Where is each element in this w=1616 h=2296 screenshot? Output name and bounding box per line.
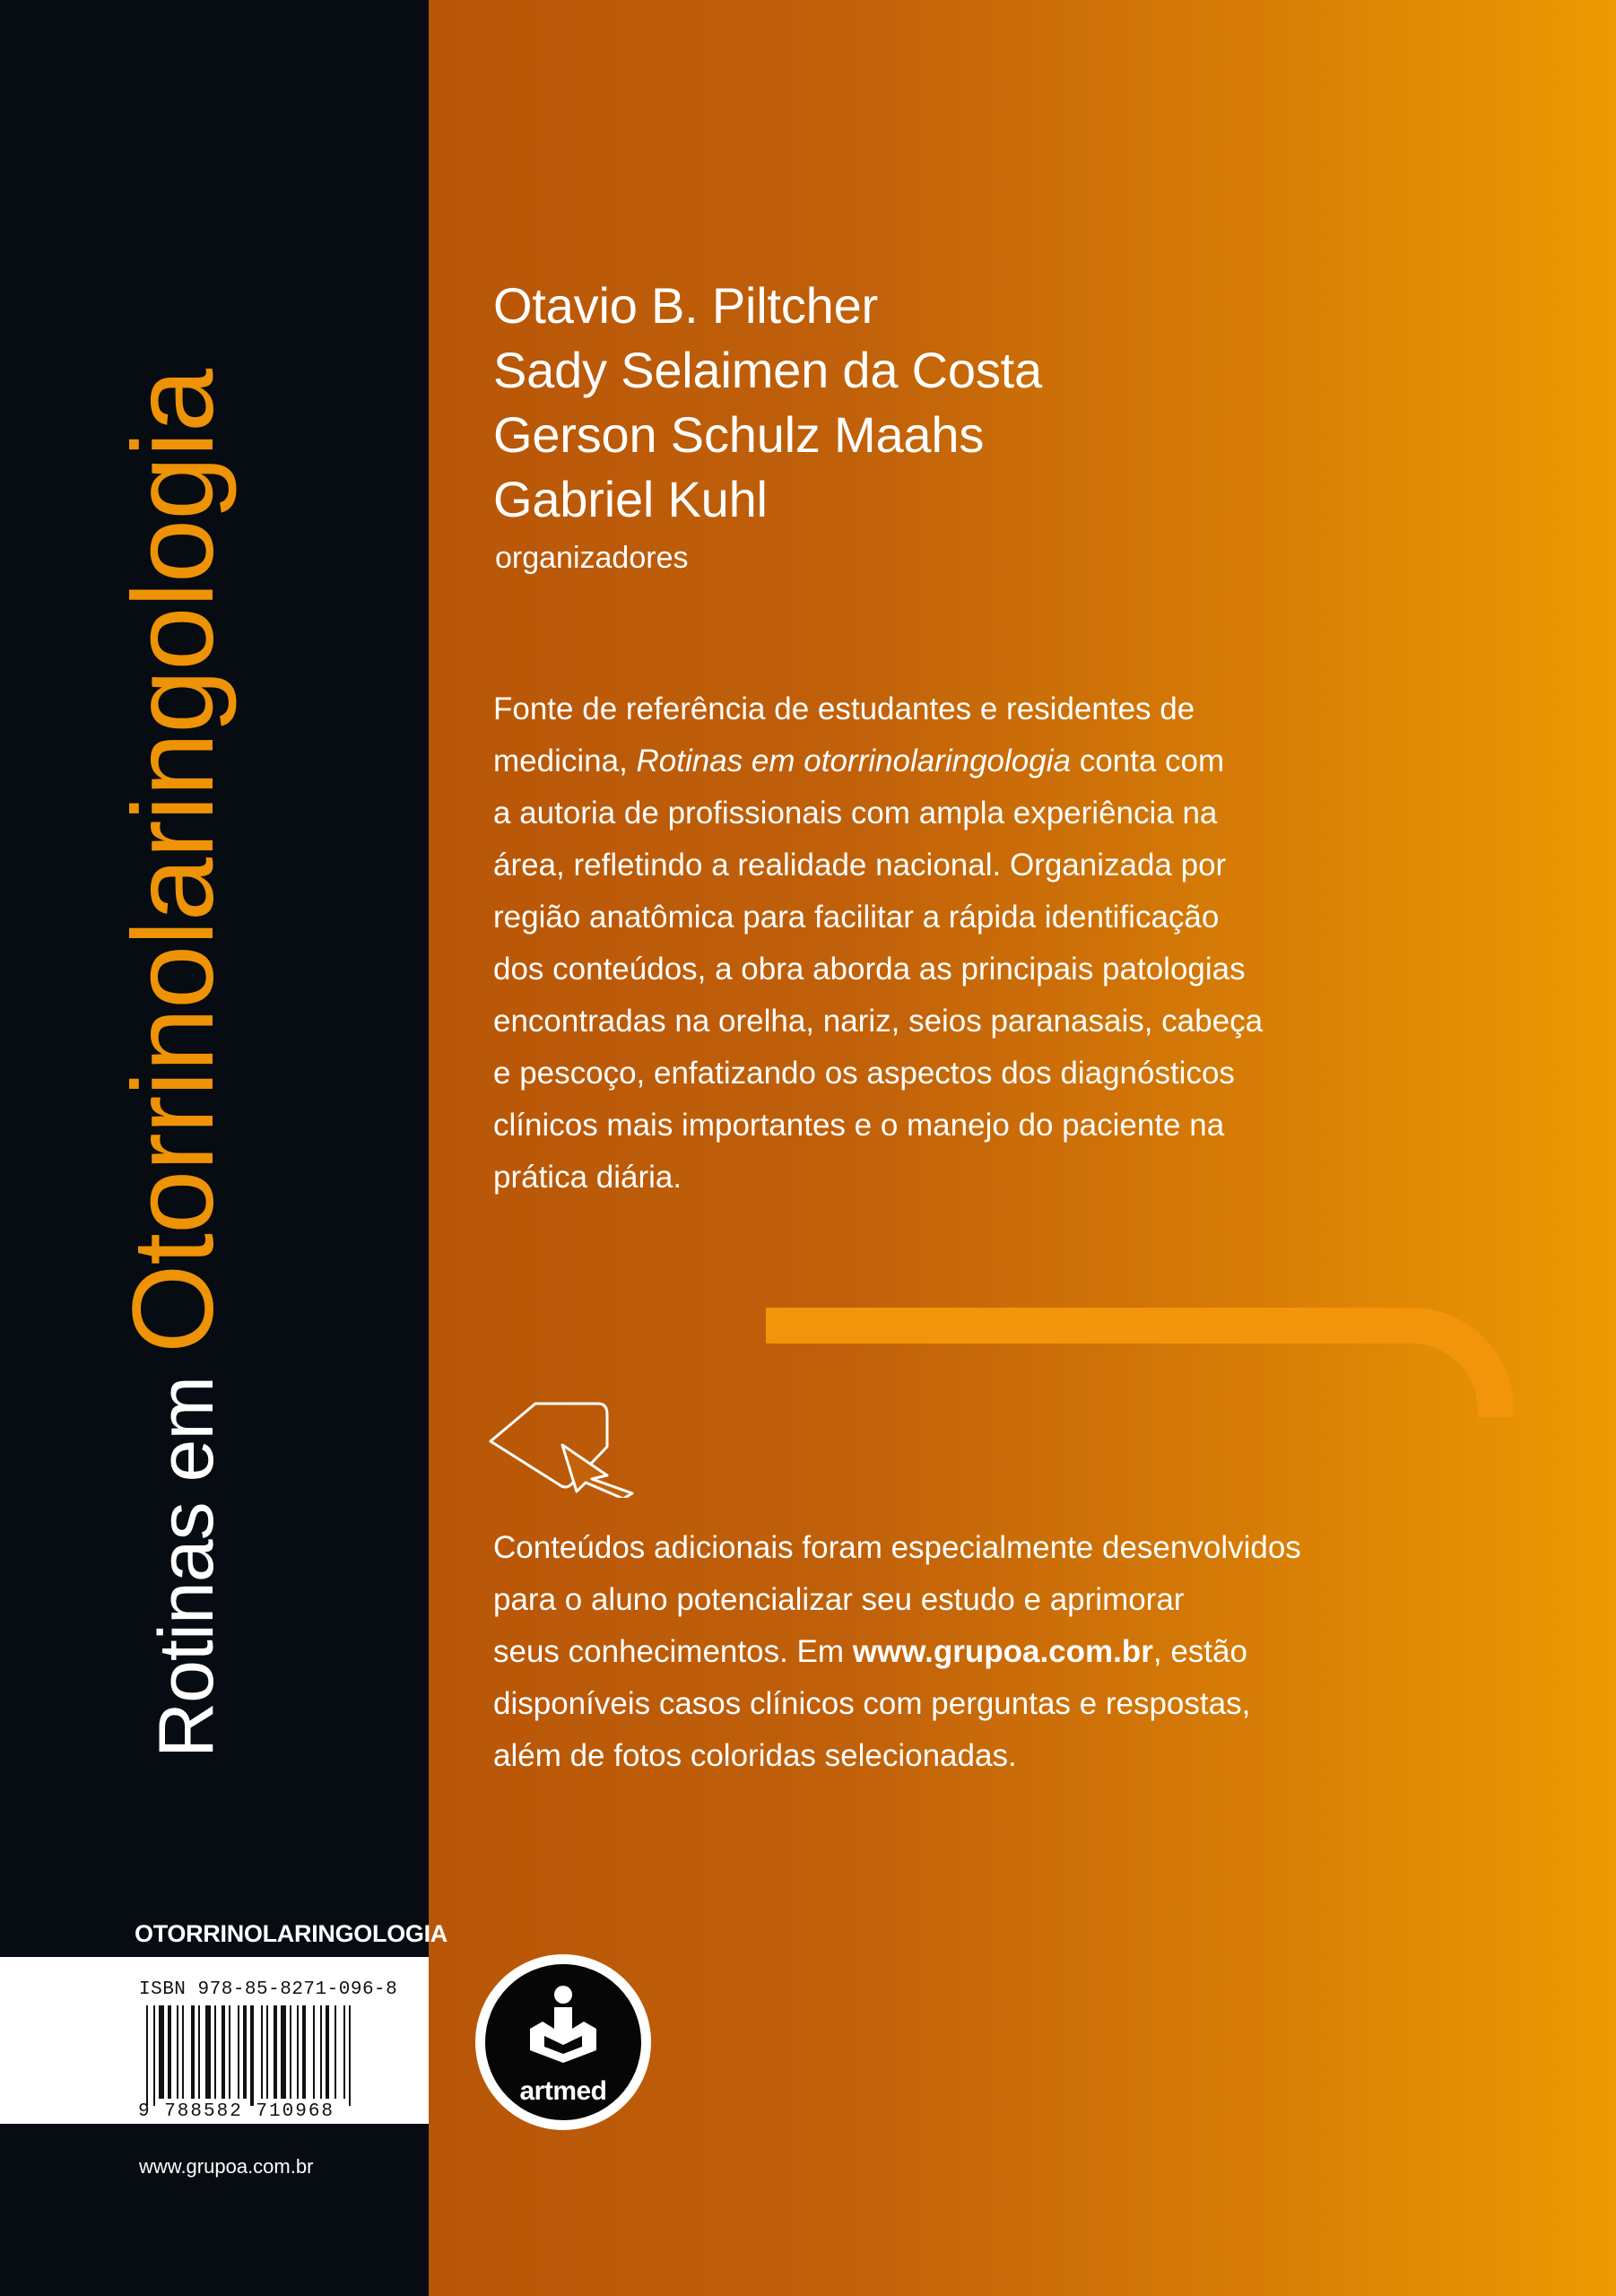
description-text: conta com bbox=[1070, 744, 1225, 778]
website-link[interactable]: www.grupoa.com.br bbox=[852, 1634, 1153, 1669]
extra-text: , estão bbox=[1152, 1634, 1247, 1669]
description-line: dos conteúdos, a obra aborda as principais patologias bbox=[493, 952, 1246, 987]
description-line bbox=[493, 735, 1354, 787]
description-line: região anatômica para facilitar a rápida identificação bbox=[493, 900, 1220, 935]
author-name: Gerson Schulz Maahs bbox=[493, 406, 985, 463]
extra-line: Conteúdos adicionais foram especialmente desenvolvidos bbox=[493, 1530, 1301, 1565]
authors-list bbox=[493, 274, 1042, 532]
description-paragraph bbox=[493, 683, 1354, 1204]
description-line: Fonte de referência de estudantes e residentes de bbox=[493, 691, 1195, 726]
description-line: área, refletindo a realidade nacional. Organizada por bbox=[493, 848, 1227, 883]
description-line: e pescoço, enfatizando os aspectos dos diagnósticos bbox=[493, 1056, 1235, 1091]
click-cursor-icon bbox=[489, 1395, 641, 1498]
spine-category: OTORRINOLARINGOLOGIA bbox=[135, 1920, 447, 1947]
barcode bbox=[146, 2005, 370, 2106]
extra-line: além de fotos coloridas selecionadas. bbox=[493, 1738, 1017, 1773]
author-name: Otavio B. Piltcher bbox=[493, 277, 879, 334]
spine-title-main: Otorrinolaringologia bbox=[109, 369, 238, 1354]
description-text: medicina, bbox=[493, 744, 637, 778]
extra-text: seus conhecimentos. Em bbox=[493, 1634, 853, 1669]
organizers-label: organizadores bbox=[495, 541, 689, 575]
extra-line: disponíveis casos clínicos com perguntas e respostas, bbox=[493, 1686, 1251, 1721]
extra-line: para o aluno potencializar seu estudo e aprimorar bbox=[493, 1582, 1185, 1617]
artmed-logo bbox=[471, 1950, 656, 2135]
spine-title bbox=[108, 370, 239, 1758]
spine-title-prefix: Rotinas em bbox=[143, 1377, 230, 1758]
description-line: encontradas na orelha, nariz, seios paranasais, cabeça bbox=[493, 1004, 1264, 1039]
description-line: prática diária. bbox=[493, 1160, 682, 1195]
isbn-text: ISBN 978-85-8271-096-8 bbox=[139, 1979, 398, 2000]
description-line: a autoria de profissionais com ampla experiência na bbox=[493, 796, 1218, 831]
publisher-name: artmed bbox=[519, 2076, 607, 2106]
barcode-number: 9 788582 710968 bbox=[138, 2101, 335, 2122]
extra-line bbox=[493, 1626, 1390, 1678]
author-name: Sady Selaimen da Costa bbox=[493, 342, 1042, 398]
description-line: clínicos mais importantes e o manejo do paciente na bbox=[493, 1108, 1225, 1143]
additional-content-paragraph bbox=[493, 1522, 1390, 1782]
author-name: Gabriel Kuhl bbox=[493, 471, 768, 527]
decorative-bracket bbox=[766, 1302, 1519, 1428]
book-title-italic: Rotinas em otorrinolaringologia bbox=[636, 744, 1071, 778]
spine-url: www.grupoa.com.br bbox=[139, 2155, 314, 2178]
